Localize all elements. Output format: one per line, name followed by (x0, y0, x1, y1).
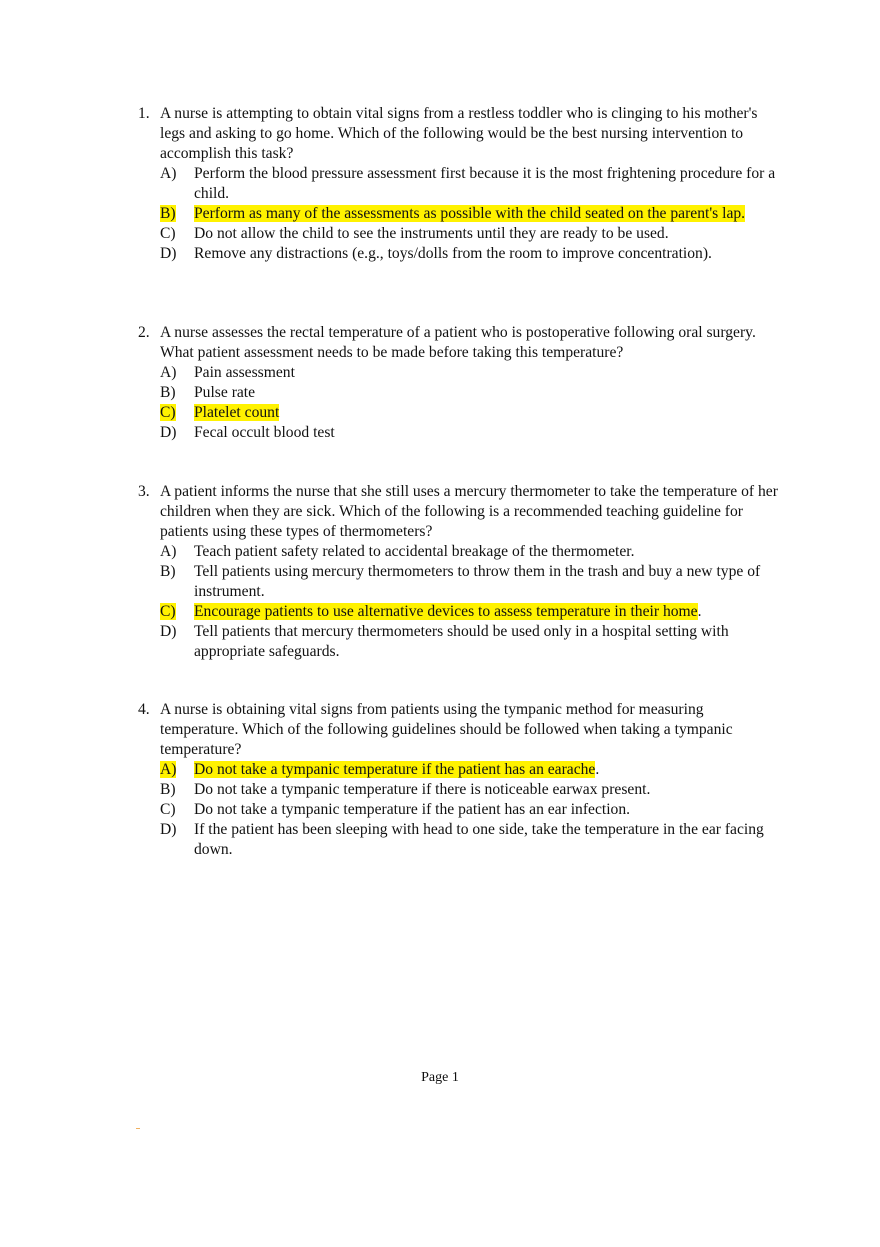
option-b (138, 780, 778, 800)
option-trailing-punctuation: . (697, 603, 702, 620)
option-d (138, 423, 778, 443)
option-letter: B) (160, 563, 176, 580)
question-stem (138, 482, 778, 542)
option-text: Perform as many of the assessments as possible with the child seated on the parent's lap. (194, 205, 746, 222)
option-letter: D) (160, 623, 177, 640)
option-letter: C) (160, 225, 176, 242)
option-letter: D) (160, 821, 177, 838)
option-text: Do not take a tympanic temperature if there is noticeable earwax present. (194, 781, 651, 798)
page-number: Page 1 (421, 1070, 459, 1085)
option-letter: D) (160, 245, 177, 262)
option-c (138, 224, 778, 244)
option-text: Pulse rate (194, 384, 256, 401)
question-number: 1. (138, 105, 150, 122)
option-letter: C) (160, 404, 176, 421)
option-text: If the patient has been sleeping with head to one side, take the temperature in the ear facing down. (194, 821, 764, 858)
option-text: Perform the blood pressure assessment first because it is the most frightening procedure for a child. (194, 165, 776, 202)
option-letter: B) (160, 384, 176, 401)
option-c-highlighted (138, 403, 778, 423)
option-b-highlighted (138, 204, 778, 224)
question-3 (138, 482, 778, 662)
option-text: Do not take a tympanic temperature if the patient has an earache (194, 761, 596, 778)
option-text: Tell patients using mercury thermometers to throw them in the trash and buy a new type of instrument. (194, 563, 761, 600)
option-letter: D) (160, 424, 177, 441)
option-letter: B) (160, 205, 176, 222)
question-2 (138, 323, 778, 443)
option-d (138, 244, 778, 264)
option-text: Tell patients that mercury thermometers should be used only in a hospital setting with appropriate safeguards. (194, 623, 729, 660)
option-trailing-punctuation: . (595, 761, 600, 778)
option-letter: B) (160, 781, 176, 798)
option-a (138, 363, 778, 383)
option-a (138, 542, 778, 562)
option-b (138, 383, 778, 403)
option-b (138, 562, 778, 602)
option-d (138, 622, 778, 662)
option-text: Platelet count (194, 404, 280, 421)
question-4 (138, 700, 778, 860)
option-letter: A) (160, 543, 177, 560)
option-c (138, 800, 778, 820)
option-letter: A) (160, 165, 177, 182)
option-text: Pain assessment (194, 364, 295, 381)
option-a (138, 164, 778, 204)
option-text: Encourage patients to use alternative devices to assess temperature in their home (194, 603, 698, 620)
question-text: A nurse is obtaining vital signs from patients using the tympanic method for measuring temperature. Which of the following guidelines should be followed when taking a tympanic temperature? (160, 701, 733, 758)
question-number: 4. (138, 701, 150, 718)
option-text: Remove any distractions (e.g., toys/dolls from the room to improve concentration). (194, 245, 712, 262)
option-text: Fecal occult blood test (194, 424, 335, 441)
question-text: A nurse assesses the rectal temperature of a patient who is postoperative following oral surgery. What patient assessment needs to be made before taking this temperature? (160, 324, 756, 361)
option-letter: C) (160, 603, 176, 620)
question-1 (138, 104, 778, 264)
question-stem (138, 104, 778, 164)
option-letter: A) (160, 364, 177, 381)
option-text: Do not take a tympanic temperature if the patient has an ear infection. (194, 801, 631, 818)
option-letter: C) (160, 801, 176, 818)
option-text: Do not allow the child to see the instruments until they are ready to be used. (194, 225, 669, 242)
option-d (138, 820, 778, 860)
option-letter: A) (160, 761, 177, 778)
question-text: A patient informs the nurse that she still uses a mercury thermometer to take the temperature of her children when they are sick. Which of the following is a recommended teaching guideline for patients using these types of thermometers? (160, 483, 778, 540)
option-a-highlighted (138, 760, 778, 780)
question-stem (138, 700, 778, 760)
question-number: 2. (138, 324, 150, 341)
option-c-highlighted (138, 602, 778, 622)
question-text: A nurse is attempting to obtain vital signs from a restless toddler who is clinging to his mother's legs and asking to go home. Which of the following would be the best nursing intervention to accomplish this task? (160, 105, 758, 162)
question-stem (138, 323, 778, 363)
scan-speck (136, 1128, 140, 1129)
question-number: 3. (138, 483, 150, 500)
option-text: Teach patient safety related to accidental breakage of the thermometer. (194, 543, 635, 560)
